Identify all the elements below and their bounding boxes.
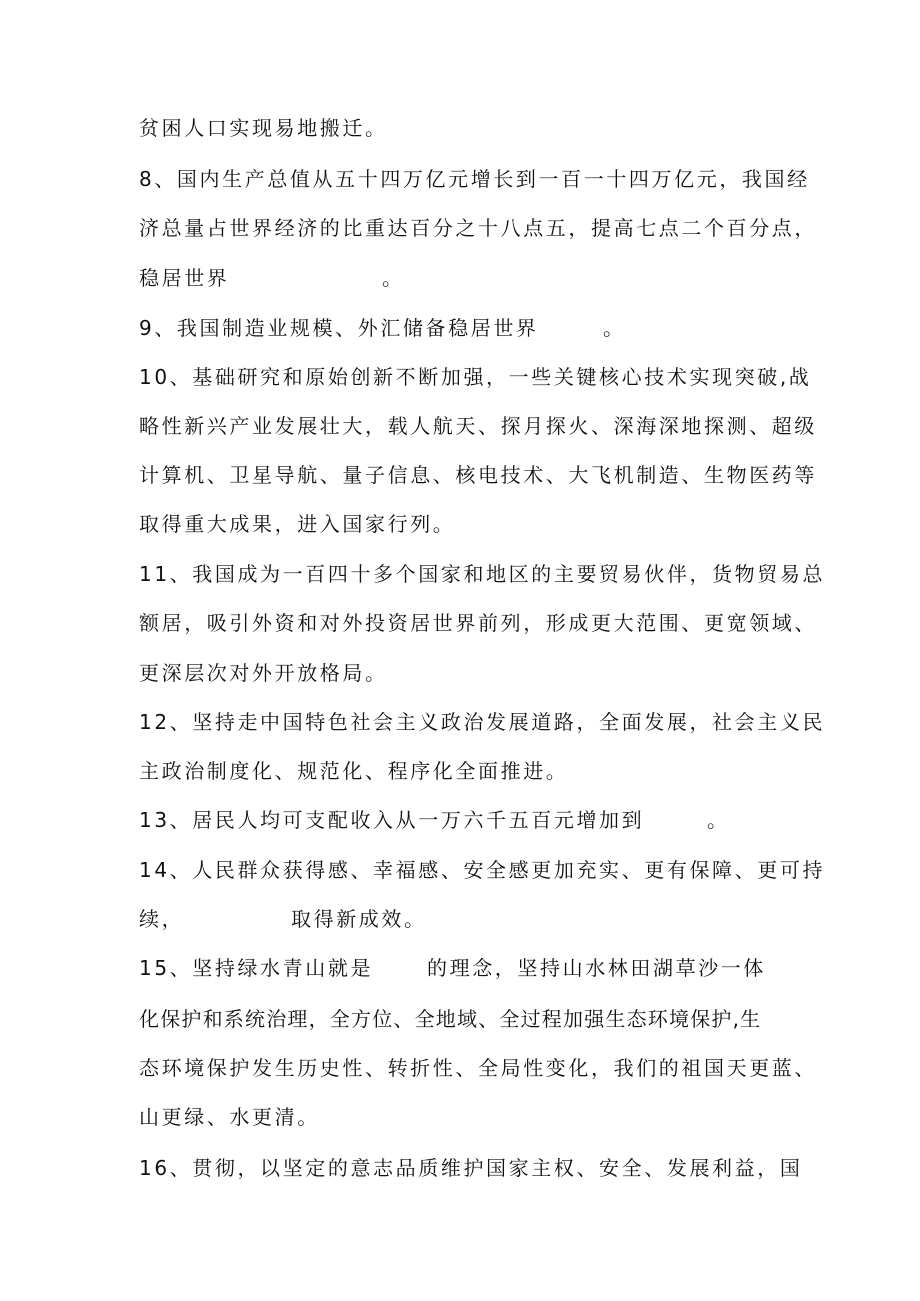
text-line: 态环境保护发生历史性、转折性、全局性变化，我们的祖国天更蓝、 <box>139 1056 817 1080</box>
text-line: 11、我国成为一百四十多个国家和地区的主要贸易伙伴，货物贸易总 <box>139 562 826 586</box>
text-line: 略性新兴产业发展壮大，载人航天、探月探火、深海深地探测、超级 <box>139 414 817 438</box>
text-line-with-blank <box>139 954 766 982</box>
text-line: 14、人民群众获得感、幸福感、安全感更加充实、更有保障、更可持 <box>139 858 826 882</box>
text-line: 主政治制度化、规范化、程序化全面推进。 <box>139 759 569 783</box>
text-fragment: 。 <box>382 266 405 290</box>
text-fragment: 15、坚持绿水青山就是 <box>139 956 374 980</box>
text-line-with-blank <box>139 314 626 342</box>
text-line: 化保护和系统治理，全方位、全地域、全过程加强生态环境保护,生 <box>139 1007 762 1031</box>
text-line: 12、坚持走中国特色社会主义政治发展道路，全面发展，社会主义民 <box>139 710 826 734</box>
text-line: 山更绿、水更清。 <box>139 1105 320 1129</box>
text-line: 16、贯彻，以坚定的意志品质维护国家主权、安全、发展利益，国 <box>139 1156 803 1180</box>
text-line-with-blank <box>139 806 730 834</box>
text-line: 计算机、卫星导航、量子信息、核电技术、大飞机制造、生物医药等 <box>139 463 817 487</box>
text-line: 取得重大成果，进入国家行列。 <box>139 512 456 536</box>
text-fragment: 稳居世界 <box>139 266 230 290</box>
text-fragment: 9、我国制造业规模、外汇储备稳居世界 <box>139 316 539 340</box>
text-line: 额居，吸引外资和对外投资居世界前列，形成更大范围、更宽领域、 <box>139 611 817 635</box>
text-line: 更深层次对外开放格局。 <box>139 661 388 685</box>
text-line: 10、基础研究和原始创新不断加强，一些关键核心技术实现突破,战 <box>139 365 812 389</box>
text-line: 贫困人口实现易地搬迁。 <box>139 116 388 140</box>
text-line-with-blank <box>139 905 427 933</box>
text-fragment: 续， <box>139 907 185 931</box>
text-fragment: 取得新成效。 <box>291 907 427 931</box>
text-fragment: 的理念，坚持山水林田湖草沙一体 <box>427 956 766 980</box>
text-line: 8、国内生产总值从五十四万亿元增长到一百一十四万亿元，我国经 <box>139 167 810 191</box>
text-fragment: 。 <box>707 808 730 832</box>
text-fragment: 13、居民人均可支配收入从一万六千五百元增加到 <box>139 808 645 832</box>
text-line: 济总量占世界经济的比重达百分之十八点五，提高七点二个百分点， <box>139 216 817 240</box>
text-line-with-blank <box>139 264 405 292</box>
text-fragment: 。 <box>603 316 626 340</box>
